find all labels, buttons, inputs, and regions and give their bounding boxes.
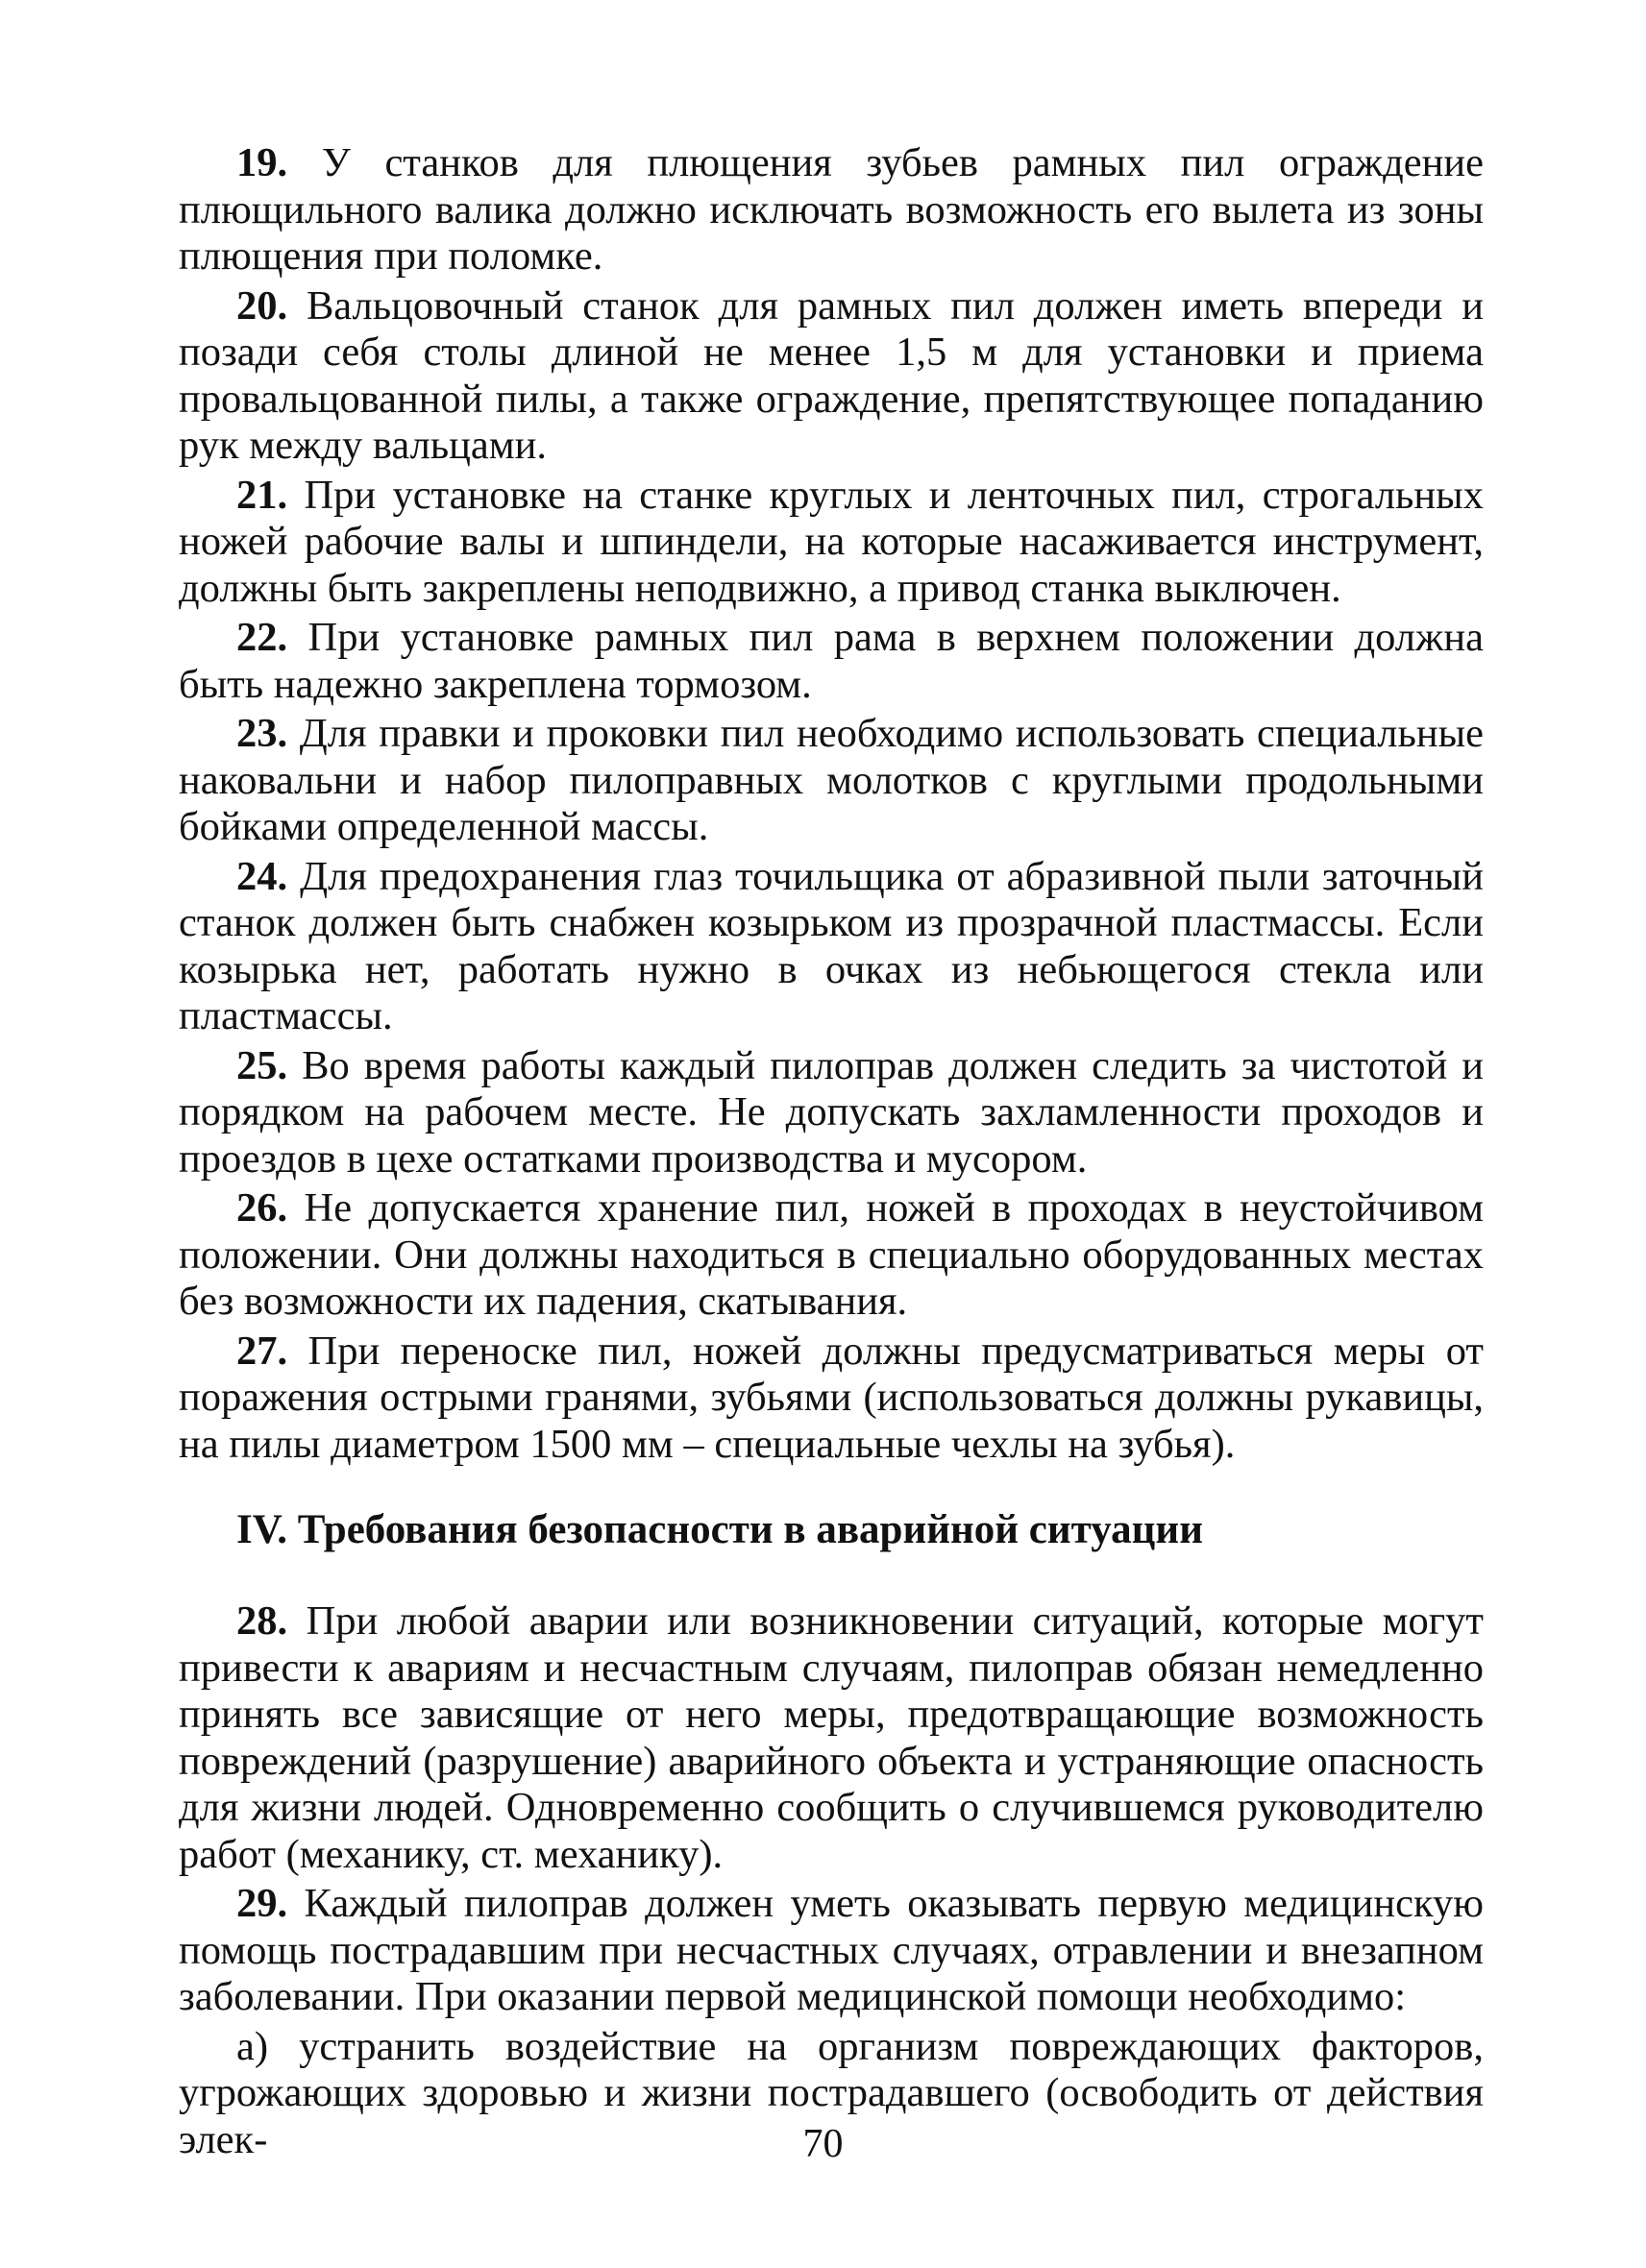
paragraph-text: а) устранить воздействие на организм повреждающих факторов, угрожающих здоровью и жизни пострадавшего (освободить от действия элек- (179, 2023, 1484, 2162)
paragraph-number: 27. (236, 1328, 288, 1374)
paragraph-26 (179, 1185, 1484, 1326)
paragraph-text: Каждый пилоправ должен уметь оказывать первую медицинскую помощь пострадавшим при несчастных случаях, отравлении и внезапном заболевании. При оказании первой медицинской помощи необходимо: (179, 1881, 1484, 2019)
paragraph-text: Не допускается хранение пил, ножей в проходах в неустойчивом положении. Они должны находиться в специально оборудованных местах без возможности их падения, скатывания. (179, 1185, 1484, 1324)
paragraph-24 (179, 854, 1484, 1040)
paragraph-text: При установке на станке круглых и ленточных пил, строгальных ножей рабочие валы и шпиндели, на которые насаживается инструмент, должны быть закреплены неподвижно, а привод станка выключен. (179, 472, 1484, 611)
paragraph-number: 28. (236, 1598, 288, 1644)
paragraph-number: 22. (236, 615, 288, 660)
paragraph-28 (179, 1598, 1484, 1878)
paragraph-number: 21. (236, 472, 288, 518)
paragraph-25 (179, 1043, 1484, 1183)
paragraph-text: Во время работы каждый пилоправ должен следить за чистотой и порядком на рабочем месте. Не допускать захламленности проходов и проездов в цехе остатками производства и мусором. (179, 1042, 1484, 1182)
paragraph-number: 19. (236, 140, 288, 185)
page-number: 70 (802, 2122, 844, 2166)
paragraph-27 (179, 1329, 1484, 1469)
paragraph-21 (179, 473, 1484, 613)
paragraph-23 (179, 711, 1484, 851)
paragraph-text: Для предохранения глаз точильщика от абразивной пыли заточный станок должен быть снабжен козырьком из прозрачной пластмассы. Если козырька нет, работать нужно в очках из небьющегося стекла или пластмассы. (179, 853, 1484, 1038)
paragraph-19 (179, 140, 1484, 280)
paragraph-number: 29. (236, 1881, 288, 1926)
page-content (179, 140, 1484, 2163)
paragraph-text: При установке рамных пил рама в верхнем положении должна быть надежно закреплена тормозом. (179, 615, 1484, 707)
paragraph-number: 25. (236, 1042, 288, 1088)
section-heading: IV. Требования безопасности в аварийной ситуации (236, 1507, 1203, 1552)
paragraph-number: 24. (236, 853, 288, 899)
paragraph-29 (179, 1881, 1484, 2021)
paragraph-number: 20. (236, 282, 288, 329)
paragraph-number: 26. (236, 1185, 288, 1231)
paragraph-text: У станков для плющения зубьев рамных пил ограждение плющильного валика должно исключать возможность его вылета из зоны плющения при поломке. (179, 140, 1484, 279)
paragraph-text: При переноске пил, ножей должны предусматриваться меры от поражения острыми гранями, зубьями (использоваться должны рукавицы, на пилы диаметром 1500 мм – специальные чехлы на зубья). (179, 1328, 1484, 1467)
paragraph-20 (179, 283, 1484, 470)
paragraph-22 (179, 615, 1484, 708)
paragraph-text: Вальцовочный станок для рамных пил должен иметь впереди и позади себя столы длиной не менее 1,5 м для установки и приема провальцованной пилы, а также ограждение, препятствующее попаданию рук между вальцами. (179, 282, 1484, 468)
paragraph-number: 23. (236, 711, 288, 756)
paragraph-text: Для правки и проковки пил необходимо использовать специальные наковальни и набор пилоправных молотков с круглыми продольными бойками определенной массы. (179, 711, 1484, 849)
paragraph-text: При любой аварии или возникновении ситуаций, которые могут привести к авариям и несчастным случаям, пилоправ обязан немедленно принять все зависящие от него меры, предотвращающие возможность повреждений (разрушение) аварийного объекта и устраняющие опасность для жизни людей. Одновременно сообщить о случившемся руководителю работ (механику, ст. механику). (179, 1598, 1484, 1877)
